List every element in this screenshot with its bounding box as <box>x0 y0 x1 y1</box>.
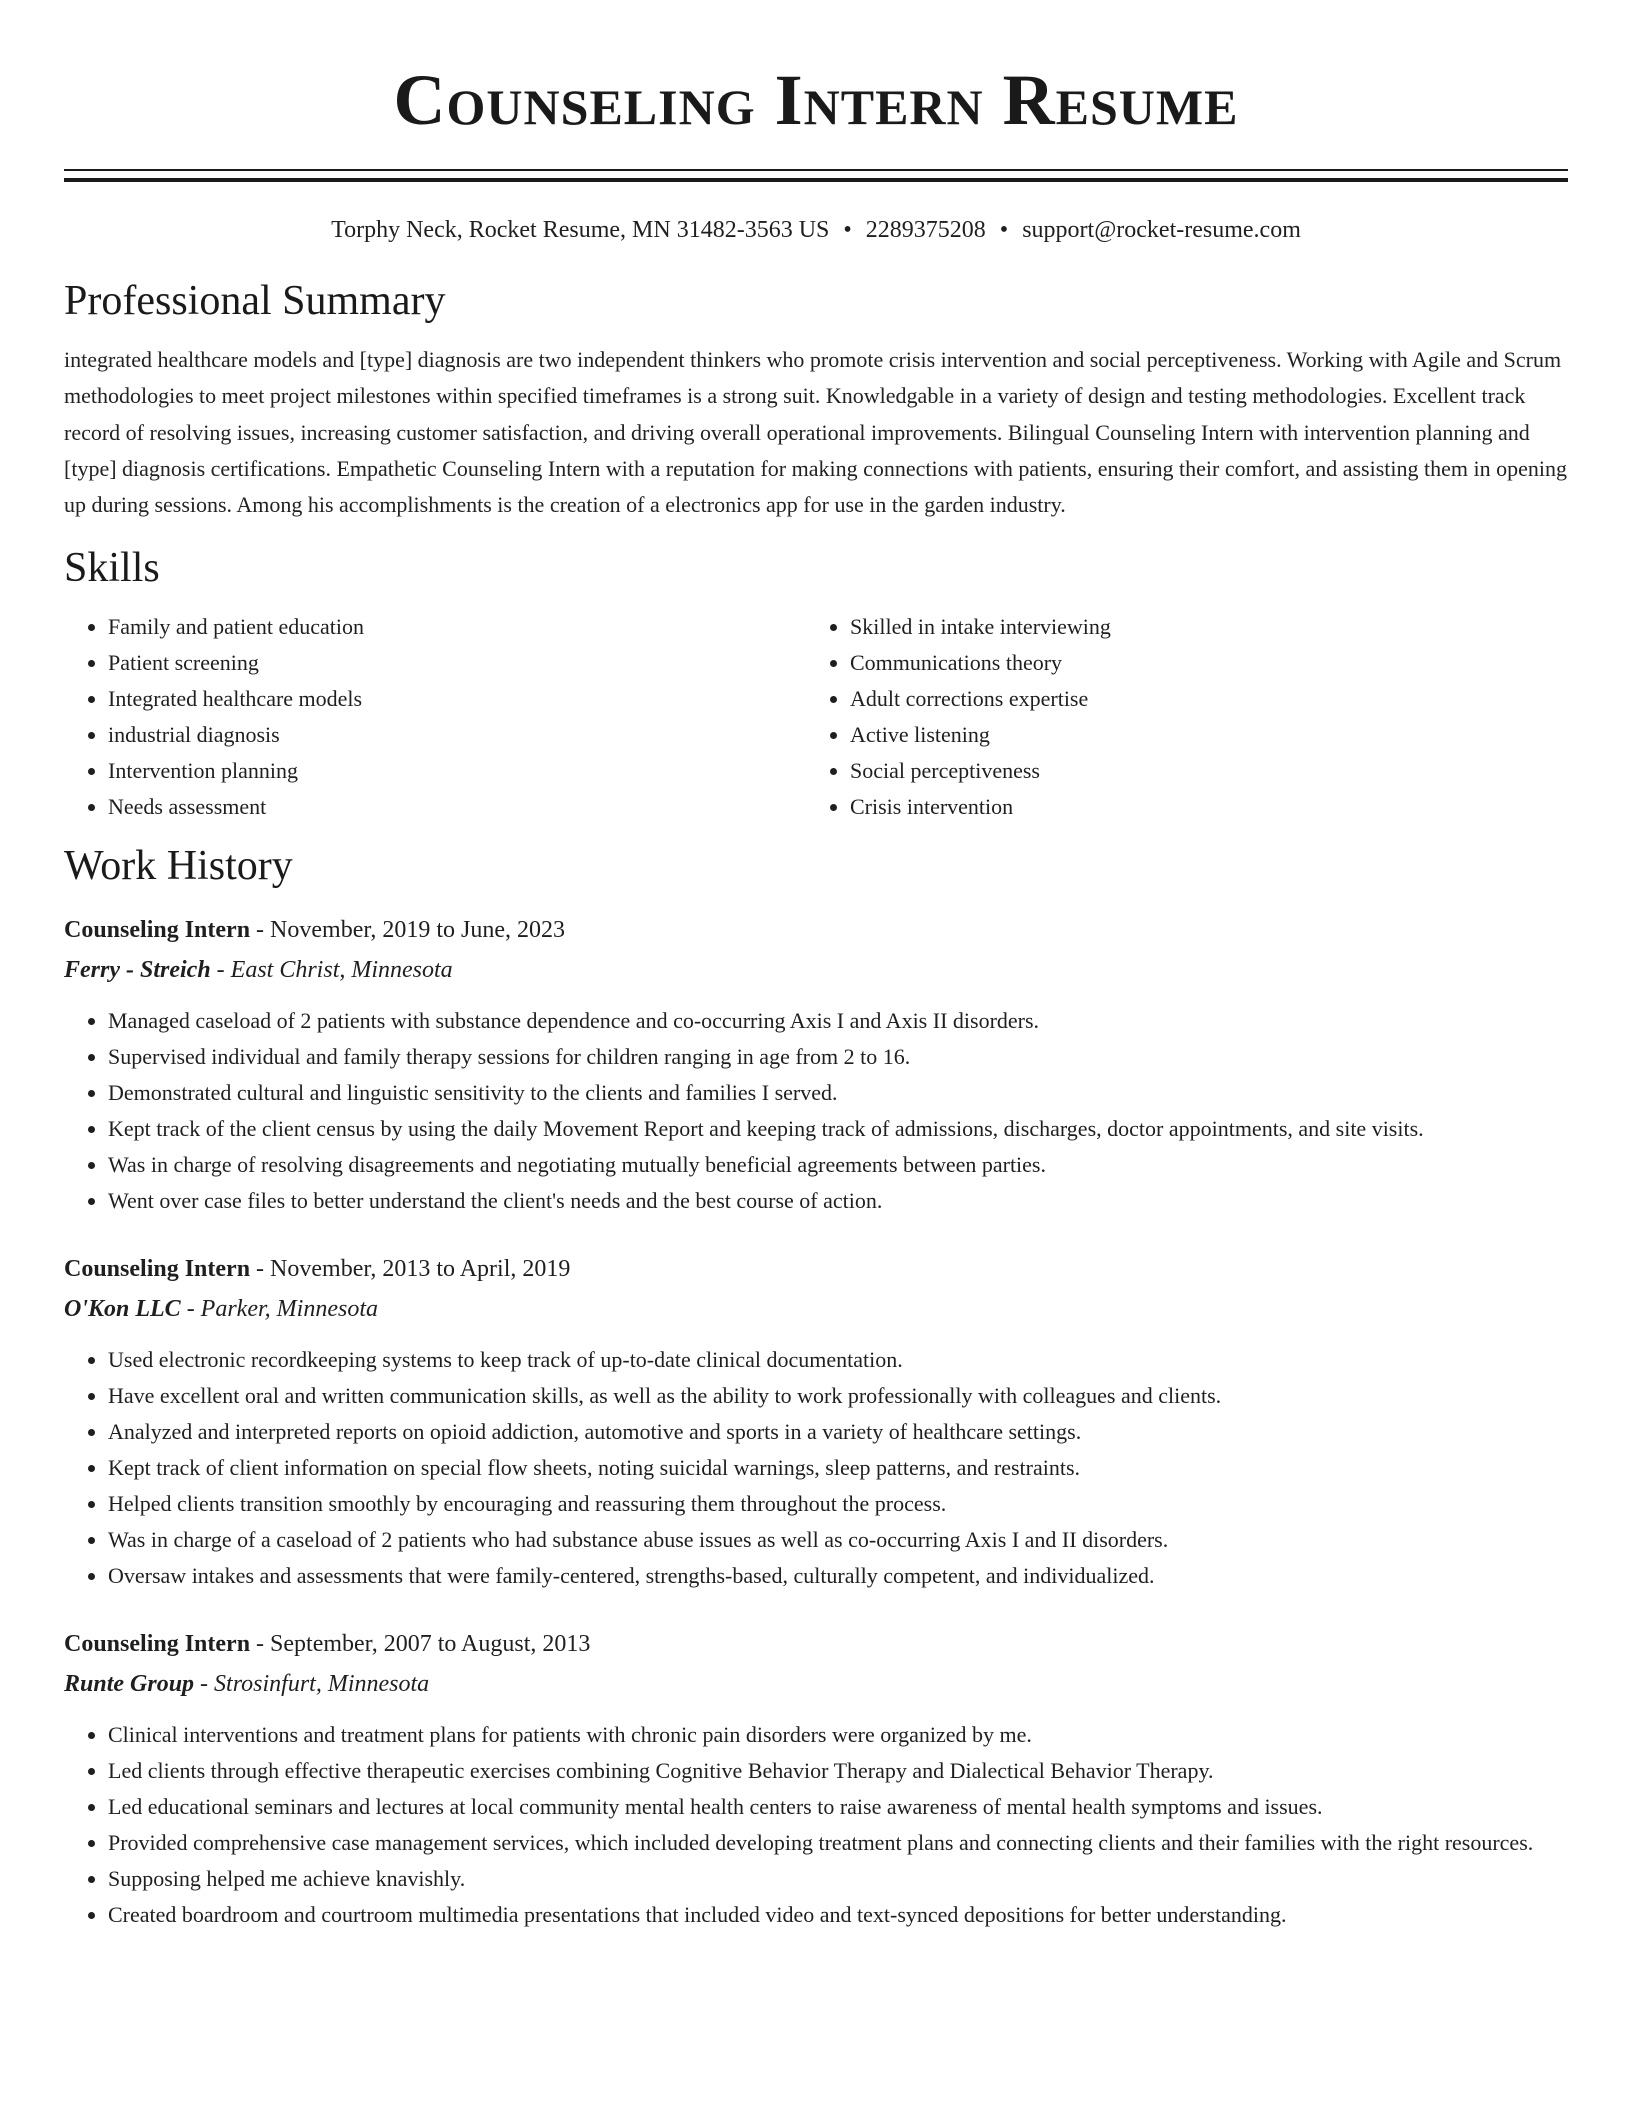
job-header <box>64 910 1568 950</box>
skill-item: • Active listening <box>850 717 1548 753</box>
job-duty: • Created boardroom and courtroom multimedia presentations that included video and text-synced depositions for better understanding. <box>108 1897 1568 1933</box>
skill-item: • Adult corrections expertise <box>850 681 1548 717</box>
job-dates: - November, 2013 to April, 2019 <box>250 1256 571 1283</box>
contact-separator: • <box>999 217 1009 243</box>
job-company: O'Kon LLC <box>64 1296 181 1323</box>
skill-item: • Patient screening <box>108 645 806 681</box>
resume-title: Counseling Intern Resume <box>393 60 1239 140</box>
job-role: Counseling Intern <box>64 1631 251 1658</box>
job-location: - East Christ, Minnesota <box>210 957 453 984</box>
job-header <box>64 1624 1568 1664</box>
job-duty: • Supposing helped me achieve knavishly. <box>108 1861 1568 1897</box>
job-dates: - November, 2019 to June, 2023 <box>250 917 566 944</box>
contact-address: Torphy Neck, Rocket Resume, MN 31482-3563 US <box>331 217 830 243</box>
job-entry <box>64 1249 1568 1594</box>
job-duty: • Analyzed and interpreted reports on opioid addiction, automotive and sports in a variety of healthcare settings. <box>108 1414 1568 1450</box>
summary-text: integrated healthcare models and [type] diagnosis are two independent thinkers who promote crisis intervention and social perceptiveness. Working with Agile and Scrum methodologies to meet project milestones within specified timeframes is a strong suit. Knowledgable in a variety of design and testing methodologies. Excellent track record of resolving issues, increasing customer satisfaction, and driving overall operational improvements. Bilingual Counseling Intern with intervention planning and [type] diagnosis certifications. Empathetic Counseling Intern with a reputation for making connections with patients, ensuring their comfort, and assisting them in opening up during sessions. Among his accomplishments is the creation of a electronics app for use in the garden industry. <box>64 347 1567 518</box>
job-entry <box>64 910 1568 1219</box>
contact-email: support@rocket-resume.com <box>1022 217 1301 243</box>
skill-item: • industrial diagnosis <box>108 717 806 753</box>
job-duties <box>64 1717 1568 1933</box>
job-dates: - September, 2007 to August, 2013 <box>250 1631 591 1658</box>
job-duty: • Led clients through effective therapeutic exercises combining Cognitive Behavior Therapy and Dialectical Behavior Therapy. <box>108 1753 1568 1789</box>
job-duty: • Managed caseload of 2 patients with substance dependence and co-occurring Axis I and Axis II disorders. <box>108 1003 1568 1039</box>
job-role: Counseling Intern <box>64 917 251 944</box>
skill-item: • Needs assessment <box>108 789 806 825</box>
job-location: - Parker, Minnesota <box>180 1296 378 1323</box>
job-duty: • Supervised individual and family therapy sessions for children ranging in age from 2 to 16. <box>108 1039 1568 1075</box>
skill-item: • Integrated healthcare models <box>108 681 806 717</box>
job-duty: • Went over case files to better understand the client's needs and the best course of action. <box>108 1183 1568 1219</box>
job-duty: • Was in charge of resolving disagreements and negotiating mutually beneficial agreements between parties. <box>108 1147 1568 1183</box>
job-duty: • Led educational seminars and lectures at local community mental health centers to raise awareness of mental health symptoms and issues. <box>108 1789 1568 1825</box>
job-duty: • Oversaw intakes and assessments that were family-centered, strengths-based, culturally competent, and individualized. <box>108 1558 1568 1594</box>
job-duty: • Provided comprehensive case management services, which included developing treatment plans and connecting clients and their families with the right resources. <box>108 1825 1568 1861</box>
job-duty: • Have excellent oral and written communication skills, as well as the ability to work professionally with colleagues and clients. <box>108 1378 1568 1414</box>
job-duty: • Was in charge of a caseload of 2 patients who had substance abuse issues as well as co-occurring Axis I and II disorders. <box>108 1522 1568 1558</box>
skill-item: • Family and patient education <box>108 609 806 645</box>
skill-item: • Communications theory <box>850 645 1548 681</box>
job-company: Runte Group <box>64 1671 195 1698</box>
skill-item: • Crisis intervention <box>850 789 1548 825</box>
job-company-line <box>64 1289 1568 1329</box>
skills-list <box>64 609 1568 825</box>
skill-item: • Intervention planning <box>108 753 806 789</box>
contact-phone: 2289375208 <box>865 217 986 243</box>
job-duty: • Kept track of client information on special flow sheets, noting suicidal warnings, sleep patterns, and restraints. <box>108 1450 1568 1486</box>
job-duty: • Kept track of the client census by using the daily Movement Report and keeping track of admissions, discharges, doctor appointments, and site visits. <box>108 1111 1568 1147</box>
job-duties <box>64 1003 1568 1219</box>
job-company-line <box>64 1664 1568 1704</box>
contact-separator: • <box>843 217 852 243</box>
summary-heading: Professional Summary <box>64 278 446 324</box>
job-company-line <box>64 950 1568 990</box>
skills-column-left <box>64 609 806 825</box>
work-history-heading: Work History <box>64 843 293 890</box>
title-divider <box>64 169 1568 182</box>
job-entry <box>64 1624 1568 1933</box>
job-duty: • Helped clients transition smoothly by encouraging and reassuring them throughout the process. <box>108 1486 1568 1522</box>
skills-column-right <box>806 609 1548 825</box>
job-role: Counseling Intern <box>64 1256 251 1283</box>
skills-heading: Skills <box>64 545 160 592</box>
contact-line <box>64 215 1568 245</box>
job-duty: • Demonstrated cultural and linguistic sensitivity to the clients and families I served. <box>108 1075 1568 1111</box>
job-company: Ferry - Streich <box>64 957 211 984</box>
job-duty: • Clinical interventions and treatment plans for patients with chronic pain disorders were organized by me. <box>108 1717 1568 1753</box>
job-duty: • Used electronic recordkeeping systems to keep track of up-to-date clinical documentation. <box>108 1342 1568 1378</box>
skill-item: • Social perceptiveness <box>850 753 1548 789</box>
skill-item: • Skilled in intake interviewing <box>850 609 1548 645</box>
job-duties <box>64 1342 1568 1594</box>
job-location: - Strosinfurt, Minnesota <box>194 1671 430 1698</box>
job-header <box>64 1249 1568 1289</box>
